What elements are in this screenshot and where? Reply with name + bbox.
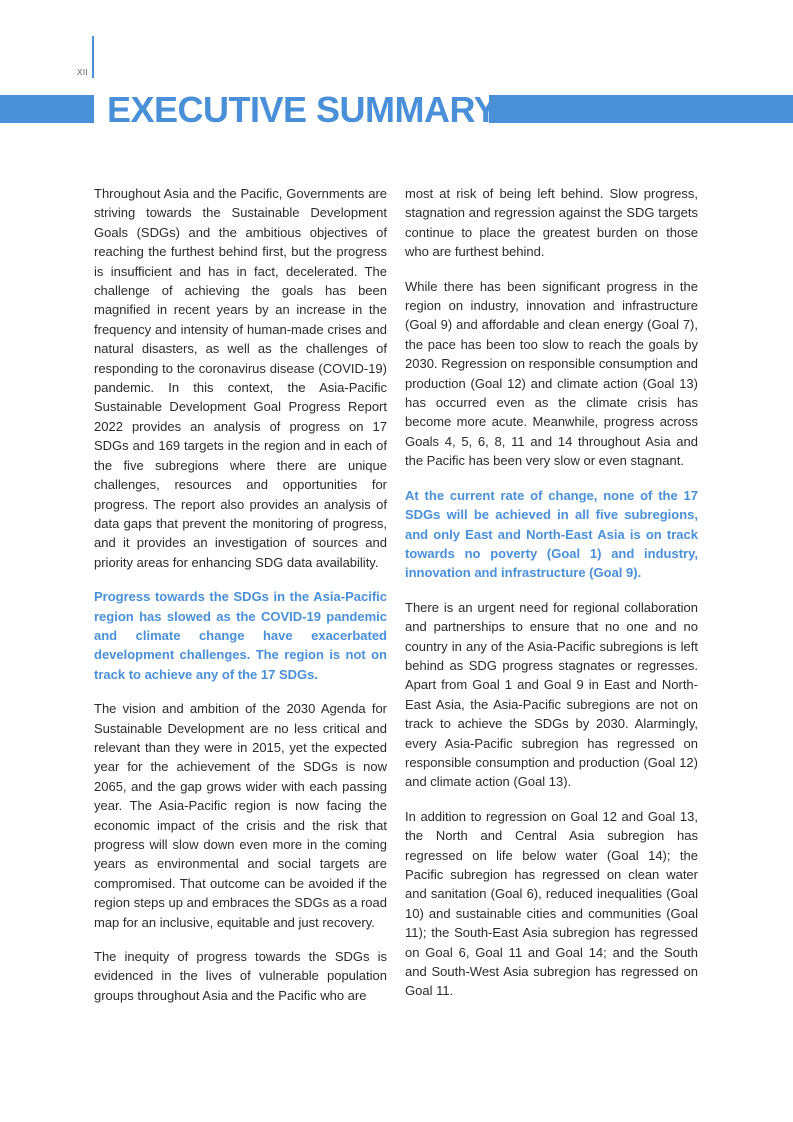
right-column xyxy=(405,184,698,1016)
left-column xyxy=(94,184,387,1020)
title-bar-right xyxy=(489,95,793,123)
page-title: EXECUTIVE SUMMARY xyxy=(107,89,498,130)
paragraph-inequity-cont: most at risk of being left behind. Slow progress, stagnation and regression against the SDG targets continue to place the greatest burden on those who are furthest behind. xyxy=(405,186,698,260)
key-finding-current-rate: At the current rate of change, none of the 17 SDGs will be achieved in all five subregions, and only East and North-East Asia is on track towards no poverty (Goal 1) and industry, innovation and infrastructure (Goal 9). xyxy=(405,487,698,581)
paragraph-progress-goals: While there has been significant progress in the region on industry, innovation and infrastructure (Goal 9) and affordable and clean energy (Goal 7), the pace has been too slow to reach the goals by 2030. Regression on responsible consumption and production (Goal 12) and climate action (Goal 13) has occurred even as the climate crisis has become more acute. Meanwhile, progress across Goals 4, 5, 6, 8, 11 and 14 throughout Asia and the Pacific has been very slow or even stagnant. xyxy=(405,278,698,469)
paragraph-collaboration: There is an urgent need for regional collaboration and partnerships to ensure that no one and no country in any of the Asia-Pacific subregions is left behind as SDG progress stagnates or regresses. Apart from Goal 1 and Goal 9 in East and North-East Asia, the Asia-Pacific subregions are not on track to achieve the SDGs by 2030. Alarmingly, every Asia-Pacific subregion has regressed on responsible consumption and production (Goal 12) and climate action (Goal 13). xyxy=(405,599,698,790)
paragraph-inequity: The inequity of progress towards the SDGs is evidenced in the lives of vulnerable population groups throughout Asia and the Pacific who are xyxy=(94,949,387,1003)
paragraph-intro: Throughout Asia and the Pacific, Governments are striving towards the Sustainable Development Goals (SDGs) and the ambitious objectives of reaching the furthest behind first, but the progress is insufficient and has in fact, decelerated. The challenge of achieving the goals has been magnified in recent years by an increase in the frequency and intensity of human-made crises and natural disasters, as well as the challenges of responding to the coronavirus disease (COVID-19) pandemic. In this context, the Asia-Pacific Sustainable Development Goal Progress Report 2022 provides an analysis of progress on 17 SDGs and 169 targets in the region and in each of the five subregions where there are unique challenges, resources and opportunities for progress. The report also provides an analysis of data gaps that prevent the monitoring of progress, and it provides an investigation of sources and priority areas for enhancing SDG data availability. xyxy=(94,186,387,570)
title-bar-left xyxy=(0,95,94,123)
page-number-rule xyxy=(92,36,94,78)
page-number: XII xyxy=(77,68,89,77)
key-finding-progress-slowed: Progress towards the SDGs in the Asia-Pacific region has slowed as the COVID-19 pandemic and climate change have exacerbated development challenges. The region is not on track to achieve any of the 17 SDGs. xyxy=(94,589,387,682)
paragraph-vision: The vision and ambition of the 2030 Agenda for Sustainable Development are no less critical and relevant than they were in 2015, yet the expected year for the achievement of the SDGs is now 2065, and the gap grows wider with each passing year. The Asia-Pacific region is now facing the economic impact of the crisis and the risk that progress will slow down even more in the coming years as environmental and social targets are compromised. That outcome can be avoided if the region steps up and embraces the SDGs as a road map for an inclusive, equitable and just recovery. xyxy=(94,701,387,930)
paragraph-subregions: In addition to regression on Goal 12 and Goal 13, the North and Central Asia subregion has regressed on life below water (Goal 14); the Pacific subregion has regressed on clean water and sanitation (Goal 6), reduced inequalities (Goal 10) and sustainable cities and communities (Goal 11); the South-East Asia subregion has regressed on Goal 6, Goal 11 and Goal 14; and the South and South-West Asia subregion has regressed on Goal 11. xyxy=(405,808,698,999)
